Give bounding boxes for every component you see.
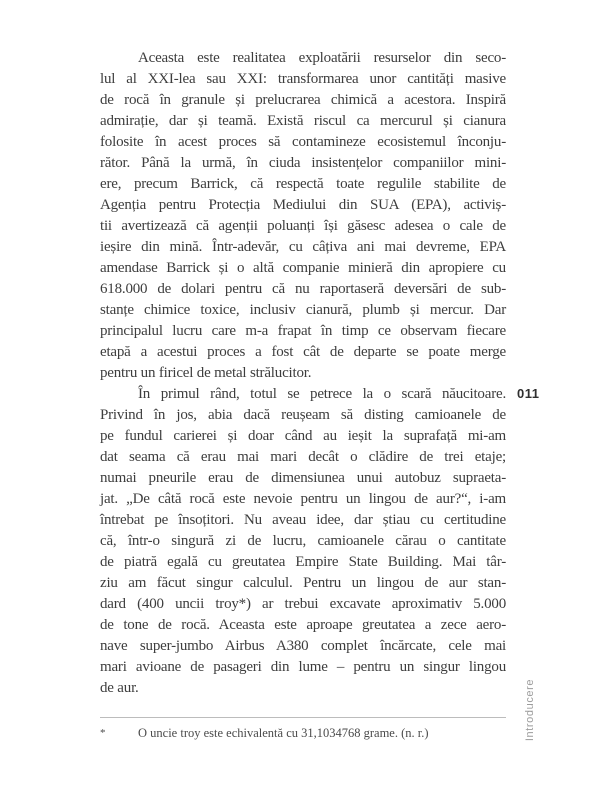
text-line: mari avioane de pasageri din lume – pentru un singur lingou	[100, 659, 506, 675]
page-number: 011	[517, 386, 540, 401]
text-line: de rocă în granule și prelucrarea chimică a acestora. Inspiră	[100, 92, 506, 108]
text-line: că, într-o singură zi de lucru, camioanele cărau o cantitate	[100, 533, 506, 549]
paragraph	[100, 384, 506, 699]
text-line: numai pneurile erau de dimensiunea unui autobuz supraeta-	[100, 470, 506, 486]
footnote-divider	[100, 717, 506, 718]
text-line: rător. Până la urmă, în ciuda insistențelor companiilor mini-	[100, 155, 506, 171]
text-line: nave super-jumbo Airbus A380 complet încărcate, cele mai	[100, 638, 506, 654]
text-line: pentru un firicel de metal strălucitor.	[100, 365, 312, 381]
text-line: de tone de rocă. Aceasta este aproape greutatea a zece aero-	[100, 617, 506, 633]
text-line: amendase Barrick și o altă companie minieră din apropiere cu	[100, 260, 506, 276]
text-line: 618.000 de dolari pentru că nu raportaseră deversări de sub-	[100, 281, 506, 297]
text-line: de piatră egală cu greutatea Empire State Building. Mai târ-	[100, 554, 506, 570]
footnote	[100, 725, 506, 741]
footnote-text: O uncie troy este echivalentă cu 31,1034768 grame. (n. r.)	[138, 726, 429, 740]
text-line: dat seama că erau mai mari decât o clădire de trei etaje;	[100, 449, 506, 465]
text-line: admirație, dar și teamă. Există riscul ca mercurul și cianura	[100, 113, 506, 129]
text-line: de aur.	[100, 680, 139, 696]
text-line: lul al XXI-lea sau XXI: transformarea unor cantități masive	[100, 71, 506, 87]
text-line: Privind în jos, abia dacă reușeam să disting camioanele de	[100, 407, 506, 423]
text-line: Agenția pentru Protecția Mediului din SUA (EPA), activiș-	[100, 197, 506, 213]
text-line: Aceasta este realitatea exploatării resurselor din seco-	[138, 50, 506, 66]
text-line: stanțe chimice toxice, inclusiv cianură, plumb și mercur. Dar	[100, 302, 506, 318]
text-line: ziu am făcut singur calculul. Pentru un lingou de aur stan-	[100, 575, 506, 591]
side-title: Introducere	[524, 678, 536, 742]
text-line: În primul rând, totul se petrece la o scară năucitoare.	[138, 386, 506, 402]
text-line: folosite în acest proces să contamineze ecosistemul înconju-	[100, 134, 506, 150]
text-line: etapă a acestui proces a fost cât de departe se poate merge	[100, 344, 506, 360]
text-line: principalul lucru care m-a frapat în timp ce observam fiecare	[100, 323, 506, 339]
text-line: întrebat pe însoțitori. Nu aveau idee, dar știau cu certitudine	[100, 512, 506, 528]
footnote-marker: *	[100, 727, 106, 739]
paragraph	[100, 48, 506, 384]
text-block	[100, 48, 506, 699]
text-line: jat. „De câtă rocă este nevoie pentru un lingou de aur?“, i-am	[100, 491, 506, 507]
text-line: dard (400 uncii troy*) ar trebui excavate aproximativ 5.000	[100, 596, 506, 612]
text-line: ere, precum Barrick, că respectă toate regulile stabilite de	[100, 176, 506, 192]
text-line: tii avertizează că agenții poluanți își găsesc adesea o cale de	[100, 218, 506, 234]
text-line: ieșire din mină. Într-adevăr, cu câțiva ani mai devreme, EPA	[100, 239, 506, 255]
text-line: pe fundul carierei și doar când au ieșit la suprafață mi-am	[100, 428, 506, 444]
